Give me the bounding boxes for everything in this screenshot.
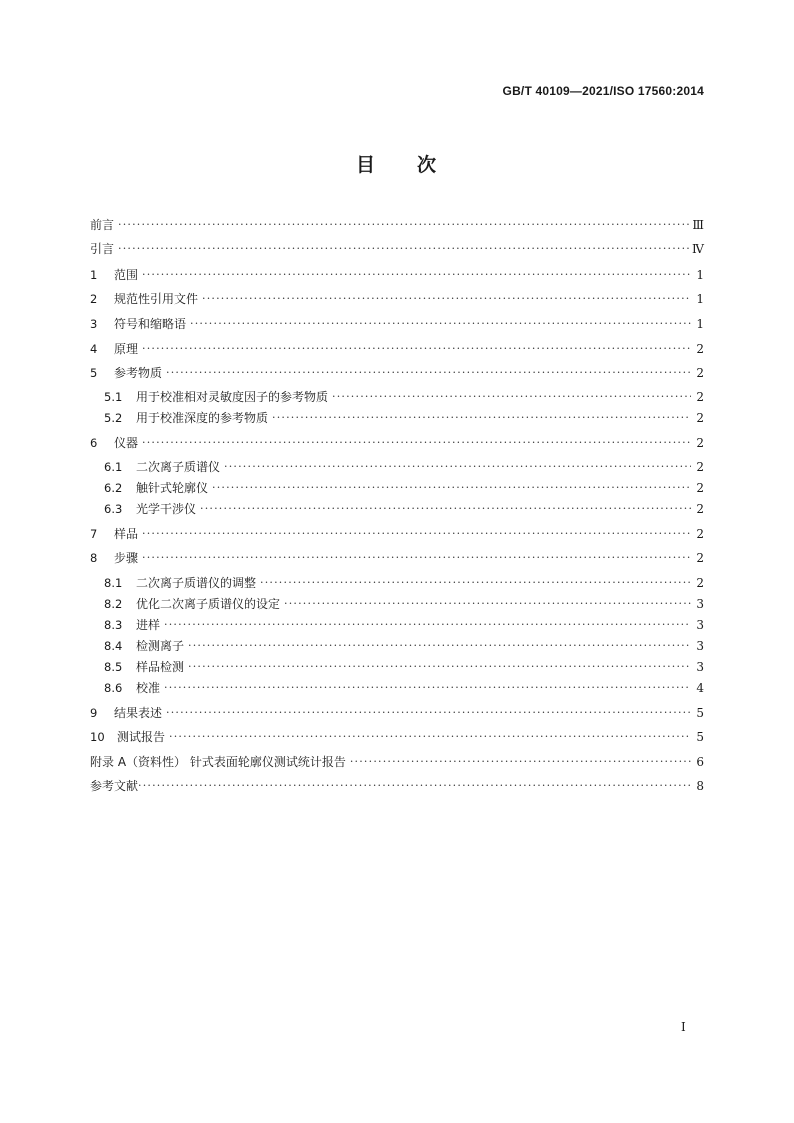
toc-entry-number: 6 bbox=[90, 436, 98, 450]
toc-entry-title: 范围 bbox=[114, 268, 139, 282]
toc-subentry[interactable] bbox=[104, 458, 704, 476]
footer-page-number: I bbox=[681, 1020, 686, 1034]
toc-entry-title: 样品 bbox=[114, 527, 139, 541]
toc-entry-number: 7 bbox=[90, 527, 98, 541]
toc-entry-title: 步骤 bbox=[114, 551, 139, 565]
toc-leader bbox=[118, 216, 689, 234]
toc-leader bbox=[350, 753, 691, 771]
toc-entry[interactable] bbox=[90, 525, 704, 543]
toc-subentry[interactable] bbox=[104, 500, 704, 518]
toc-subentry[interactable] bbox=[104, 479, 704, 497]
toc-entry-number: 9 bbox=[90, 706, 98, 720]
toc-subentry[interactable] bbox=[104, 574, 704, 592]
toc-entry-title: 前言 bbox=[90, 218, 115, 232]
toc-entry-page: 3 bbox=[696, 597, 704, 611]
toc-subentry[interactable] bbox=[104, 679, 704, 697]
toc-entry[interactable] bbox=[90, 266, 704, 284]
toc-entry-page: Ⅳ bbox=[692, 242, 704, 256]
toc-subentry[interactable] bbox=[104, 595, 704, 613]
toc-entry-page: 2 bbox=[696, 342, 704, 356]
page-title-char-1: 目 bbox=[355, 154, 377, 176]
toc-leader bbox=[142, 549, 691, 567]
toc-leader bbox=[202, 290, 691, 308]
toc-leader bbox=[188, 637, 691, 655]
toc-entry-page: 6 bbox=[696, 755, 704, 769]
toc-entry-page: 3 bbox=[696, 660, 704, 674]
toc-entry[interactable] bbox=[90, 364, 704, 382]
toc-leader bbox=[332, 388, 691, 406]
toc-entry-number: 8 bbox=[90, 551, 98, 565]
toc-entry[interactable] bbox=[90, 704, 704, 722]
toc-entry-number: 10 bbox=[90, 730, 105, 744]
toc-entry-page: 2 bbox=[696, 390, 704, 404]
toc-entry-title: 结果表述 bbox=[114, 706, 163, 720]
toc-entry-number: 8.4 bbox=[104, 639, 123, 653]
toc-leader bbox=[118, 240, 689, 258]
toc-entry-number: 6.2 bbox=[104, 481, 123, 495]
toc-entry-page: 4 bbox=[696, 681, 704, 695]
toc-entry-page: 1 bbox=[696, 292, 704, 306]
toc-leader bbox=[166, 704, 691, 722]
toc-entry-title: 优化二次离子质谱仪的设定 bbox=[136, 597, 281, 611]
toc-entry-title: 原理 bbox=[114, 342, 139, 356]
toc-entry-title: 仪器 bbox=[114, 436, 139, 450]
toc-entry-page: Ⅲ bbox=[692, 218, 704, 232]
toc-entry-foreword[interactable] bbox=[90, 216, 704, 234]
toc-entry-number: 6.1 bbox=[104, 460, 123, 474]
toc-entry-page: 2 bbox=[696, 436, 704, 450]
toc-entry[interactable] bbox=[90, 290, 704, 308]
toc-entry-title: 进样 bbox=[136, 618, 161, 632]
toc-subentry[interactable] bbox=[104, 616, 704, 634]
toc-entry-title: 样品检测 bbox=[136, 660, 185, 674]
toc-leader bbox=[260, 574, 691, 592]
toc-entry-page: 1 bbox=[696, 317, 704, 331]
toc-entry[interactable] bbox=[90, 315, 704, 333]
toc-entry-page: 3 bbox=[696, 618, 704, 632]
toc-entry-title: 校准 bbox=[136, 681, 161, 695]
toc-leader bbox=[142, 525, 691, 543]
toc-entry-title: 用于校准相对灵敏度因子的参考物质 bbox=[136, 390, 329, 404]
toc-entry-page: 2 bbox=[696, 527, 704, 541]
toc-entry-introduction[interactable] bbox=[90, 240, 704, 258]
toc-entry-page: 2 bbox=[696, 551, 704, 565]
toc-subentry[interactable] bbox=[104, 409, 704, 427]
toc-entry-page: 2 bbox=[696, 411, 704, 425]
toc-leader bbox=[138, 777, 691, 795]
toc-entry-page: 5 bbox=[696, 706, 704, 720]
toc-entry-number: 6.3 bbox=[104, 502, 123, 516]
toc-entry-page: 2 bbox=[696, 481, 704, 495]
toc-entry-page: 2 bbox=[696, 576, 704, 590]
toc-entry-number: 8.6 bbox=[104, 681, 123, 695]
toc-leader bbox=[169, 728, 691, 746]
toc-entry-title: 附录 A（资料性） 针式表面轮廓仪测试统计报告 bbox=[90, 755, 346, 769]
toc-entry[interactable] bbox=[90, 549, 704, 567]
toc-entry-title: 引言 bbox=[90, 242, 115, 256]
toc-entry-title: 触针式轮廓仪 bbox=[136, 481, 209, 495]
toc-entry-page: 8 bbox=[696, 779, 704, 793]
toc-leader bbox=[166, 364, 691, 382]
toc-entry-number: 3 bbox=[90, 317, 98, 331]
toc-entry[interactable] bbox=[90, 340, 704, 358]
toc-leader bbox=[200, 500, 691, 518]
toc-entry-title: 检测离子 bbox=[136, 639, 185, 653]
toc-entry-number: 5.1 bbox=[104, 390, 123, 404]
page-title-char-2: 次 bbox=[417, 154, 439, 176]
toc-entry-number: 8.2 bbox=[104, 597, 123, 611]
toc-entry-number: 8.1 bbox=[104, 576, 123, 590]
toc-entry-page: 3 bbox=[696, 639, 704, 653]
toc-entry-title: 规范性引用文件 bbox=[114, 292, 199, 306]
toc-subentry[interactable] bbox=[104, 637, 704, 655]
toc-leader bbox=[164, 679, 691, 697]
toc-entry-annex-a[interactable] bbox=[90, 753, 704, 771]
page-title bbox=[0, 150, 794, 177]
toc-subentry[interactable] bbox=[104, 388, 704, 406]
toc-entry-title: 测试报告 bbox=[117, 730, 166, 744]
toc-entry-title: 符号和缩略语 bbox=[114, 317, 187, 331]
toc-entry-number: 4 bbox=[90, 342, 98, 356]
toc-entry-title: 二次离子质谱仪 bbox=[136, 460, 221, 474]
toc-entry-page: 2 bbox=[696, 460, 704, 474]
toc-entry-bibliography[interactable] bbox=[90, 777, 704, 795]
toc-leader bbox=[188, 658, 691, 676]
toc-entry-number: 1 bbox=[90, 268, 98, 282]
toc-entry-page: 2 bbox=[696, 502, 704, 516]
toc-leader bbox=[190, 315, 691, 333]
toc-entry-page: 2 bbox=[696, 366, 704, 380]
toc-entry-title: 光学干涉仪 bbox=[136, 502, 197, 516]
toc-entry-page: 5 bbox=[696, 730, 704, 744]
toc-entry-number: 8.3 bbox=[104, 618, 123, 632]
toc-entry-number: 8.5 bbox=[104, 660, 123, 674]
toc-leader bbox=[224, 458, 691, 476]
toc-leader bbox=[142, 266, 691, 284]
toc-leader bbox=[164, 616, 691, 634]
toc-entry-page: 1 bbox=[696, 268, 704, 282]
toc-leader bbox=[284, 595, 691, 613]
toc-entry-title: 参考文献 bbox=[90, 779, 139, 793]
toc-entry-number: 5.2 bbox=[104, 411, 123, 425]
toc-entry[interactable] bbox=[90, 434, 704, 452]
toc-leader bbox=[142, 434, 691, 452]
toc-leader bbox=[272, 409, 691, 427]
toc-entry-number: 5 bbox=[90, 366, 98, 380]
toc-entry-number: 2 bbox=[90, 292, 98, 306]
toc-entry-title: 参考物质 bbox=[114, 366, 163, 380]
toc-entry-title: 用于校准深度的参考物质 bbox=[136, 411, 269, 425]
toc-entry[interactable] bbox=[90, 728, 704, 746]
toc-entry-title: 二次离子质谱仪的调整 bbox=[136, 576, 257, 590]
toc-leader bbox=[212, 479, 691, 497]
toc-subentry[interactable] bbox=[104, 658, 704, 676]
standard-number: GB/T 40109—2021/ISO 17560:2014 bbox=[502, 84, 704, 98]
toc-leader bbox=[142, 340, 691, 358]
